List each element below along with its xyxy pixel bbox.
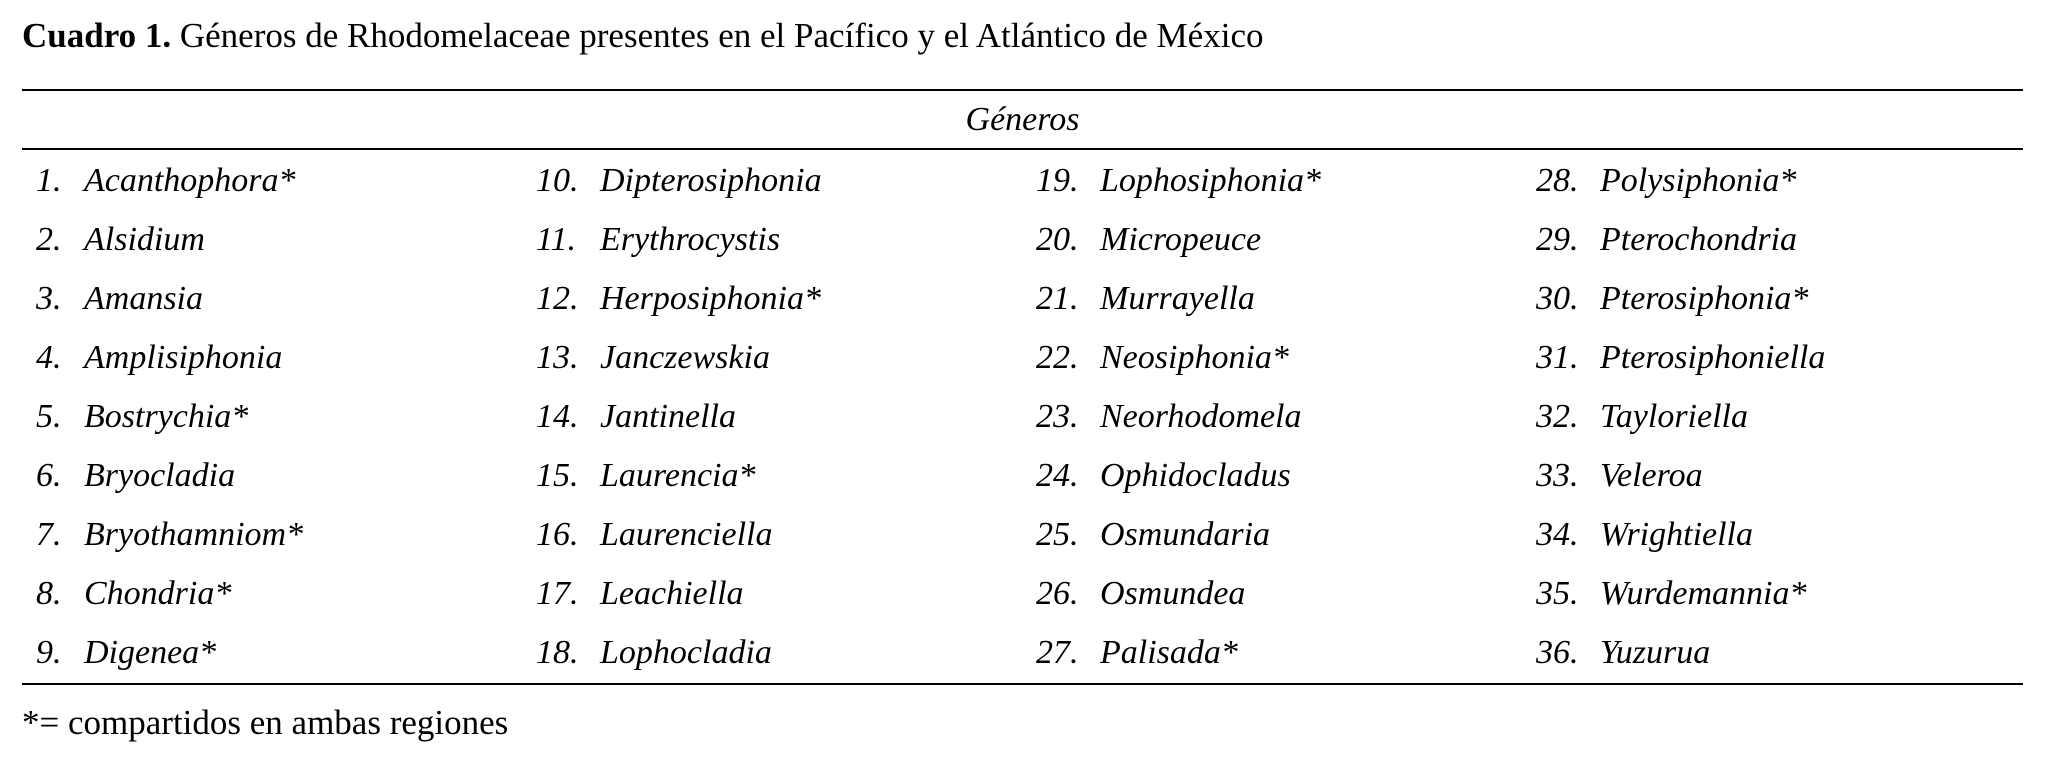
table-column-2	[536, 151, 1036, 682]
table-cell	[536, 328, 1036, 387]
genus-name: Lophocladia	[600, 634, 772, 671]
genus-name: Wurdemannia*	[1600, 575, 1807, 612]
genus-number: 21.	[1036, 280, 1079, 317]
genus-name: Amansia	[84, 280, 203, 317]
genus-number: 25.	[1036, 516, 1079, 553]
genus-name: Neorhodomela	[1100, 398, 1302, 435]
table-header: Géneros	[965, 101, 1080, 138]
table-column-1	[36, 151, 536, 682]
genera-table	[22, 151, 2023, 683]
genus-number: 14.	[536, 398, 579, 435]
table-cell	[1036, 328, 1536, 387]
genus-number: 11.	[536, 221, 576, 258]
genus-name: Digenea*	[84, 634, 217, 671]
genus-name: Bostrychia*	[84, 398, 249, 435]
table-cell	[36, 505, 536, 564]
genus-number: 8.	[36, 575, 62, 612]
genus-name: Neosiphonia*	[1100, 339, 1289, 376]
table-cell	[36, 387, 536, 446]
genus-name: Osmundaria	[1100, 516, 1271, 553]
genus-name: Pterosiphonia*	[1600, 280, 1809, 317]
genus-name: Jantinella	[600, 398, 736, 435]
table-cell	[1036, 210, 1536, 269]
genus-number: 6.	[36, 457, 62, 494]
table-column-3	[1036, 151, 1536, 682]
genus-number: 13.	[536, 339, 579, 376]
table-footnote: *= compartidos en ambas regiones	[22, 703, 509, 742]
table-cell	[1536, 269, 2036, 328]
table-cell	[1536, 210, 2036, 269]
genus-name: Laurenciella	[600, 516, 773, 553]
table-cell	[1536, 328, 2036, 387]
genus-name: Amplisiphonia	[84, 339, 283, 376]
genus-name: Janczewskia	[600, 339, 770, 376]
table-cell	[1036, 387, 1536, 446]
genus-name: Osmundea	[1100, 575, 1246, 612]
genus-name: Pterochondria	[1600, 221, 1798, 258]
genus-name: Acanthophora*	[84, 162, 296, 199]
table-cell	[536, 151, 1036, 210]
genus-number: 12.	[536, 280, 579, 317]
bottom-rule	[22, 683, 2023, 685]
table-cell	[1536, 151, 2036, 210]
genus-number: 32.	[1536, 398, 1579, 435]
genus-number: 23.	[1036, 398, 1079, 435]
genus-name: Wrightiella	[1600, 516, 1753, 553]
genus-name: Veleroa	[1600, 457, 1703, 494]
table-cell	[36, 328, 536, 387]
genus-number: 4.	[36, 339, 62, 376]
genus-number: 30.	[1536, 280, 1579, 317]
table-cell	[536, 210, 1036, 269]
table-cell	[1036, 446, 1536, 505]
genus-number: 24.	[1036, 457, 1079, 494]
table-cell	[36, 151, 536, 210]
genus-number: 29.	[1536, 221, 1579, 258]
table-cell	[36, 446, 536, 505]
table-cell	[1036, 151, 1536, 210]
genus-name: Dipterosiphonia	[600, 162, 822, 199]
header-rule	[22, 148, 2023, 150]
table-cell	[36, 269, 536, 328]
table-caption	[22, 10, 1263, 62]
genus-number: 36.	[1536, 634, 1579, 671]
genus-number: 35.	[1536, 575, 1579, 612]
table-cell	[1036, 623, 1536, 682]
genus-number: 28.	[1536, 162, 1579, 199]
table-cell	[536, 564, 1036, 623]
genus-name: Lophosiphonia*	[1100, 162, 1322, 199]
genus-number: 22.	[1036, 339, 1079, 376]
genus-number: 27.	[1036, 634, 1079, 671]
genus-name: Ophidocladus	[1100, 457, 1291, 494]
table-cell	[1036, 564, 1536, 623]
genus-number: 33.	[1536, 457, 1579, 494]
genus-name: Erythrocystis	[600, 221, 781, 258]
genus-number: 26.	[1036, 575, 1079, 612]
table-cell	[536, 446, 1036, 505]
genus-number: 17.	[536, 575, 579, 612]
genus-number: 31.	[1536, 339, 1579, 376]
genus-number: 34.	[1536, 516, 1579, 553]
genus-name: Pterosiphoniella	[1600, 339, 1826, 376]
table-cell	[536, 269, 1036, 328]
table-cell	[36, 623, 536, 682]
genus-name: Murrayella	[1100, 280, 1255, 317]
genus-name: Bryothamniom*	[84, 516, 304, 553]
genus-number: 19.	[1036, 162, 1079, 199]
genus-name: Leachiella	[600, 575, 744, 612]
genus-number: 10.	[536, 162, 579, 199]
table-cell	[1036, 505, 1536, 564]
genus-number: 15.	[536, 457, 579, 494]
genus-name: Polysiphonia*	[1600, 162, 1797, 199]
genus-name: Palisada*	[1100, 634, 1238, 671]
genus-name: Herposiphonia*	[600, 280, 821, 317]
genus-number: 7.	[36, 516, 62, 553]
table-cell	[1536, 446, 2036, 505]
table-cell	[36, 564, 536, 623]
table-cell	[536, 387, 1036, 446]
table-cell	[36, 210, 536, 269]
table-cell	[1036, 269, 1536, 328]
genus-number: 1.	[36, 162, 62, 199]
caption-text: Géneros de Rhodomelaceae presentes en el Pacífico y el Atlántico de México	[171, 16, 1264, 55]
table-cell	[536, 623, 1036, 682]
genus-name: Bryocladia	[84, 457, 236, 494]
genus-number: 3.	[36, 280, 62, 317]
table-cell	[536, 505, 1036, 564]
genus-number: 2.	[36, 221, 62, 258]
genus-name: Tayloriella	[1600, 398, 1748, 435]
genus-number: 16.	[536, 516, 579, 553]
genus-name: Micropeuce	[1100, 221, 1262, 258]
genus-number: 18.	[536, 634, 579, 671]
genus-name: Alsidium	[84, 221, 205, 258]
genus-number: 20.	[1036, 221, 1079, 258]
table-cell	[1536, 505, 2036, 564]
genus-number: 9.	[36, 634, 62, 671]
table-cell	[1536, 387, 2036, 446]
genus-name: Laurencia*	[600, 457, 756, 494]
table-cell	[1536, 564, 2036, 623]
top-rule	[22, 89, 2023, 91]
table-column-4	[1536, 151, 2036, 682]
table-cell	[1536, 623, 2036, 682]
genus-name: Yuzurua	[1600, 634, 1711, 671]
caption-label: Cuadro 1.	[22, 16, 172, 55]
genus-name: Chondria*	[84, 575, 232, 612]
genus-number: 5.	[36, 398, 62, 435]
